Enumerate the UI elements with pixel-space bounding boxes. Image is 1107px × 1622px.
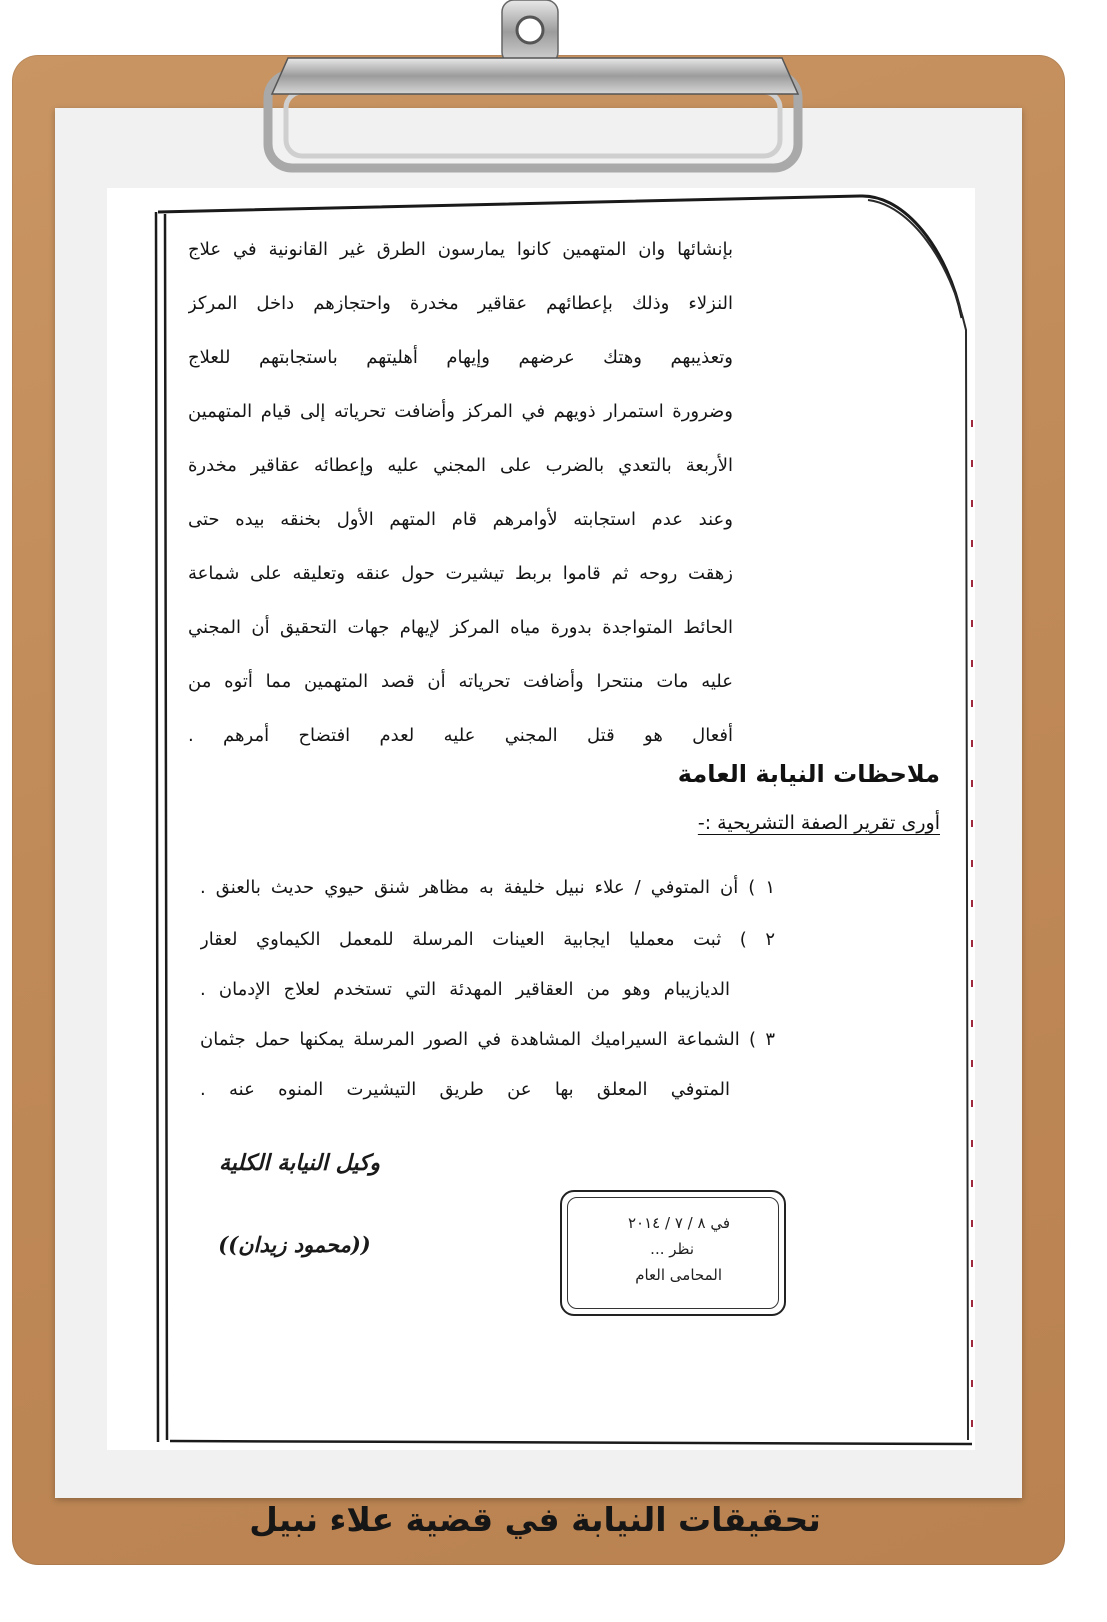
paragraph-line: وتعذيبهم وهتك عرضهم وإيهام أهليتهم باستجابتهم للعلاج: [188, 347, 733, 368]
finding-item-2-continued: الديازيبام وهو من العقاقير المهدئة التي تستخدم لعلاج الإدمان .: [200, 979, 730, 1000]
clip-base: [272, 58, 798, 94]
autopsy-report-subheading: أورى تقرير الصفة التشريحية :-: [697, 812, 940, 834]
paragraph-line: بإنشائها وان المتهمين كانوا يمارسون الطرق غير القانونية في علاج: [188, 239, 733, 260]
signature-name: ((محمود زيدان)): [218, 1232, 371, 1257]
document-left-border: [156, 212, 167, 1442]
document-bottom-border: [170, 1441, 972, 1444]
stamp-note: نظر ...: [650, 1240, 694, 1258]
review-stamp: [560, 1190, 786, 1316]
paragraph-line: عليه مات منتحرا وأضافت تحرياته أن قصد المتهمين مما أتوه من: [188, 671, 733, 692]
finding-item-3: ٣ ) الشماعة السيراميك المشاهدة في الصور المرسلة يمكنها حمل جثمان: [200, 1029, 775, 1050]
clipboard-clip-icon: [0, 0, 1107, 200]
paragraph-line: الحائط المتواجدة بدورة مياه المركز لإيهام جهات التحقيق أن المجني: [188, 617, 733, 638]
finding-item-3-continued: المتوفي المعلق بها عن طريق التيشيرت المنوه عنه .: [200, 1079, 730, 1100]
paragraph-line: وضرورة استمرار ذويهم في المركز وأضافت تحرياته إلى قيام المتهمين: [188, 401, 733, 422]
investigation-paragraph: [188, 228, 733, 768]
paragraph-line: أفعال هو قتل المجني عليه لعدم افتضاح أمرهم .: [188, 725, 733, 746]
paragraph-line: زهقت روحه ثم قاموا بربط تيشيرت حول عنقه وتعليقه على شماعة: [188, 563, 733, 584]
prosecution-notes-heading: ملاحظات النيابة العامة: [677, 760, 940, 788]
clipboard-caption: تحقيقات النيابة في قضية علاء نبيل: [249, 1500, 821, 1539]
clip-wire-inner: [286, 92, 780, 156]
paragraph-line: وعند عدم استجابته لأوامرهم قام المتهم الأول بخنقه بيده حتى: [188, 509, 733, 530]
signature-title: وكيل النيابة الكلية: [218, 1150, 381, 1176]
paragraph-line: الأربعة بالتعدي بالضرب على المجني عليه وإعطائه عقاقير مخدرة: [188, 455, 733, 476]
finding-item-2: ٢ ) ثبت معمليا ايجابية العينات المرسلة للمعمل الكيماوي لعقار: [200, 929, 775, 950]
paragraph-line: النزلاء وذلك بإعطائهم عقاقير مخدرة واحتجازهم داخل المركز: [188, 293, 733, 314]
finding-item-1: ١ ) أن المتوفي / علاء نبيل خليفة به مظاهر شنق حيوي حديث بالعنق .: [200, 877, 775, 898]
stamp-signatory: المحامى العام: [635, 1266, 722, 1284]
clip-ring-hole: [517, 17, 543, 43]
stamp-date: في ٨ / ٧ / ٢٠١٤: [628, 1214, 730, 1232]
